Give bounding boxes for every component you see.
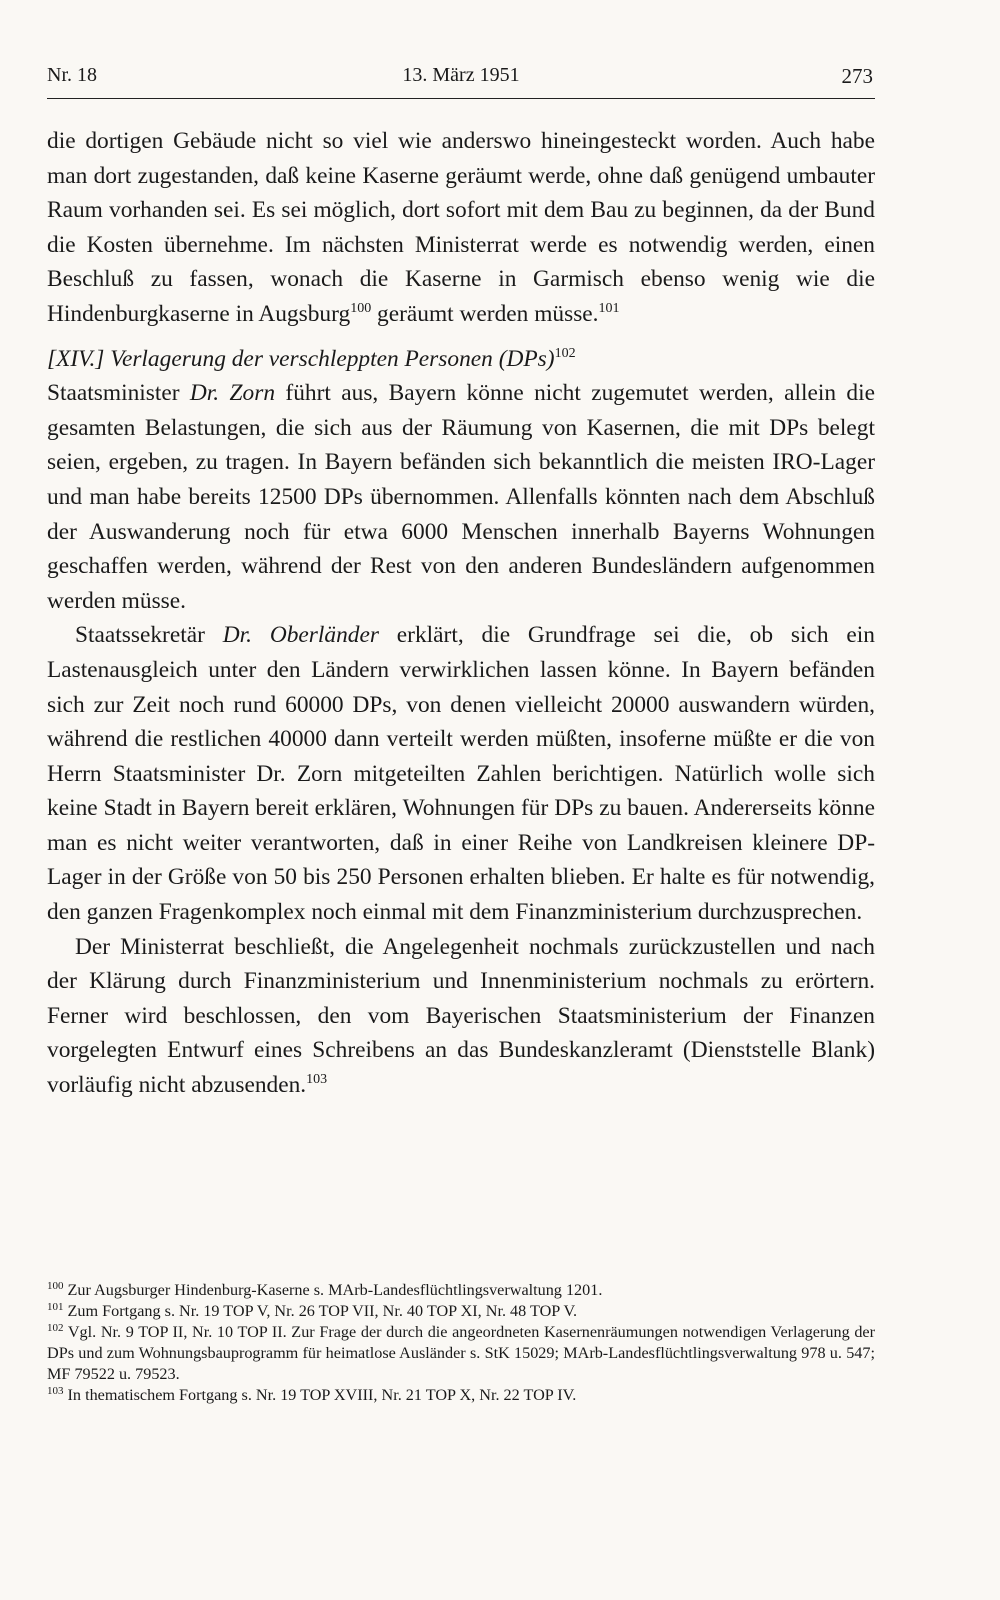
running-header	[47, 64, 875, 99]
paragraph-1-text-end: geräumt werden müsse.	[371, 300, 599, 327]
agenda-heading	[47, 342, 875, 377]
page-number: 273	[841, 64, 873, 88]
paragraph-2-text: führt aus, Bayern könne nicht zugemutet werden, allein die gesamten Belastungen, die sich aus der Räumung von Kasernen, die mit DPs belegt seien, ergeben, zu tragen. In Bayern befänden sich bekanntlich die meisten IRO-Lager und man habe bereits 12500 DPs übernommen. Allenfalls könnten nach dem Abschluß der Auswanderung noch für etwa 6000 Menschen innerhalb Bayerns Wohnungen geschaffen werden, während der Rest von den anderen Bundesländern aufgenommen werden müsse.	[47, 380, 875, 614]
header-date: 13. März 1951	[402, 64, 520, 86]
footnote-text: Zum Fortgang s. Nr. 19 TOP V, Nr. 26 TOP VII, Nr. 40 TOP XI, Nr. 48 TOP V.	[63, 1302, 578, 1320]
agenda-item-title: Verlagerung der verschleppten Personen (DPs)	[104, 345, 555, 372]
footnote-number: 101	[47, 1301, 64, 1313]
footnote-number: 103	[47, 1385, 64, 1397]
footnote	[47, 1301, 875, 1322]
paragraph-3	[47, 618, 875, 929]
footnote-number: 102	[47, 1322, 64, 1334]
footnote-ref-103: 103	[306, 1072, 328, 1088]
footnote	[47, 1280, 875, 1301]
footnote-ref-102: 102	[554, 345, 576, 361]
paragraph-4	[47, 930, 875, 1103]
paragraph-2	[47, 376, 875, 618]
speaker-name: Dr. Oberländer	[222, 622, 379, 649]
footnote-text: In thematischem Fortgang s. Nr. 19 TOP XVIII, Nr. 21 TOP X, Nr. 22 TOP IV.	[63, 1386, 577, 1404]
main-text	[47, 124, 875, 1103]
paragraph-4-text: Der Ministerrat beschließt, die Angelegenheit nochmals zurückzustellen und nach der Klärung durch Finanzministerium und Innenministerium nochmals zu erörtern. Ferner wird beschlossen, den vom Bayerischen Staatsministerium der Finanzen vorgelegten Entwurf eines Schreibens an das Bundeskanzleramt (Dienststelle Blank) vorläufig nicht abzusenden.	[47, 933, 875, 1099]
footnote-text: Zur Augsburger Hindenburg-Kaserne s. MArb-Landesflüchtlingsverwaltung 1201.	[63, 1281, 603, 1299]
paragraph-3-text: erklärt, die Grundfrage sei die, ob sich ein Lastenausgleich unter den Ländern verwirklichen lassen könne. In Bayern befänden sich zur Zeit noch rund 60000 DPs, von denen vielleicht 20000 auswandern würden, während die restlichen 40000 dann verteilt werden müßten, insoferne müßte er die von Herrn Staatsminister Dr. Zorn mitgeteilten Zahlen berichtigen. Natürlich wolle sich keine Stadt in Bayern bereit erklären, Wohnungen für DPs zu bauen. Andererseits könne man es nicht weiter verantworten, daß in einer Reihe von Landkreisen kleinere DP-Lager in der Größe von 50 bis 250 Personen erhalten blieben. Er halte es für notwendig, den ganzen Fragenkomplex noch einmal mit dem Finanzministerium durchzusprechen.	[47, 622, 875, 926]
document-number: Nr. 18	[47, 64, 97, 86]
footnote-text: Vgl. Nr. 9 TOP II, Nr. 10 TOP II. Zur Frage der durch die angeordneten Kasernenräumungen notwendigen Verlagerung der DPs und zum Wohnungsbauprogramm für heimatlose Ausländer s. StK 15029; MArb-Landesflüchtlingsverwaltung 978 u. 547; MF 79522 u. 79523.	[47, 1323, 875, 1383]
speaker-name: Dr. Zorn	[189, 380, 276, 407]
agenda-item-label: [XIV.]	[47, 345, 105, 372]
speaker-title: Staatsminister	[47, 380, 190, 407]
footnote	[47, 1322, 875, 1385]
speaker-title: Staatssekretär	[75, 622, 223, 649]
footnote-ref-101: 101	[598, 300, 620, 316]
footnote	[47, 1385, 875, 1406]
footnote-number: 100	[47, 1280, 64, 1292]
paragraph-1	[47, 124, 875, 332]
footnote-ref-100: 100	[350, 300, 372, 316]
footnotes	[47, 1280, 875, 1406]
paragraph-1-text: die dortigen Gebäude nicht so viel wie anderswo hineingesteckt worden. Auch habe man dort zugestanden, daß keine Kaserne geräumt werde, ohne daß genügend umbauter Raum vorhanden sei. Es sei möglich, dort sofort mit dem Bau zu beginnen, da der Bund die Kosten übernehme. Im nächsten Ministerrat werde es notwendig werden, einen Beschluß zu fassen, wonach die Kaserne in Garmisch ebenso wenig wie die Hindenburgkaserne in Augsburg	[47, 128, 875, 327]
